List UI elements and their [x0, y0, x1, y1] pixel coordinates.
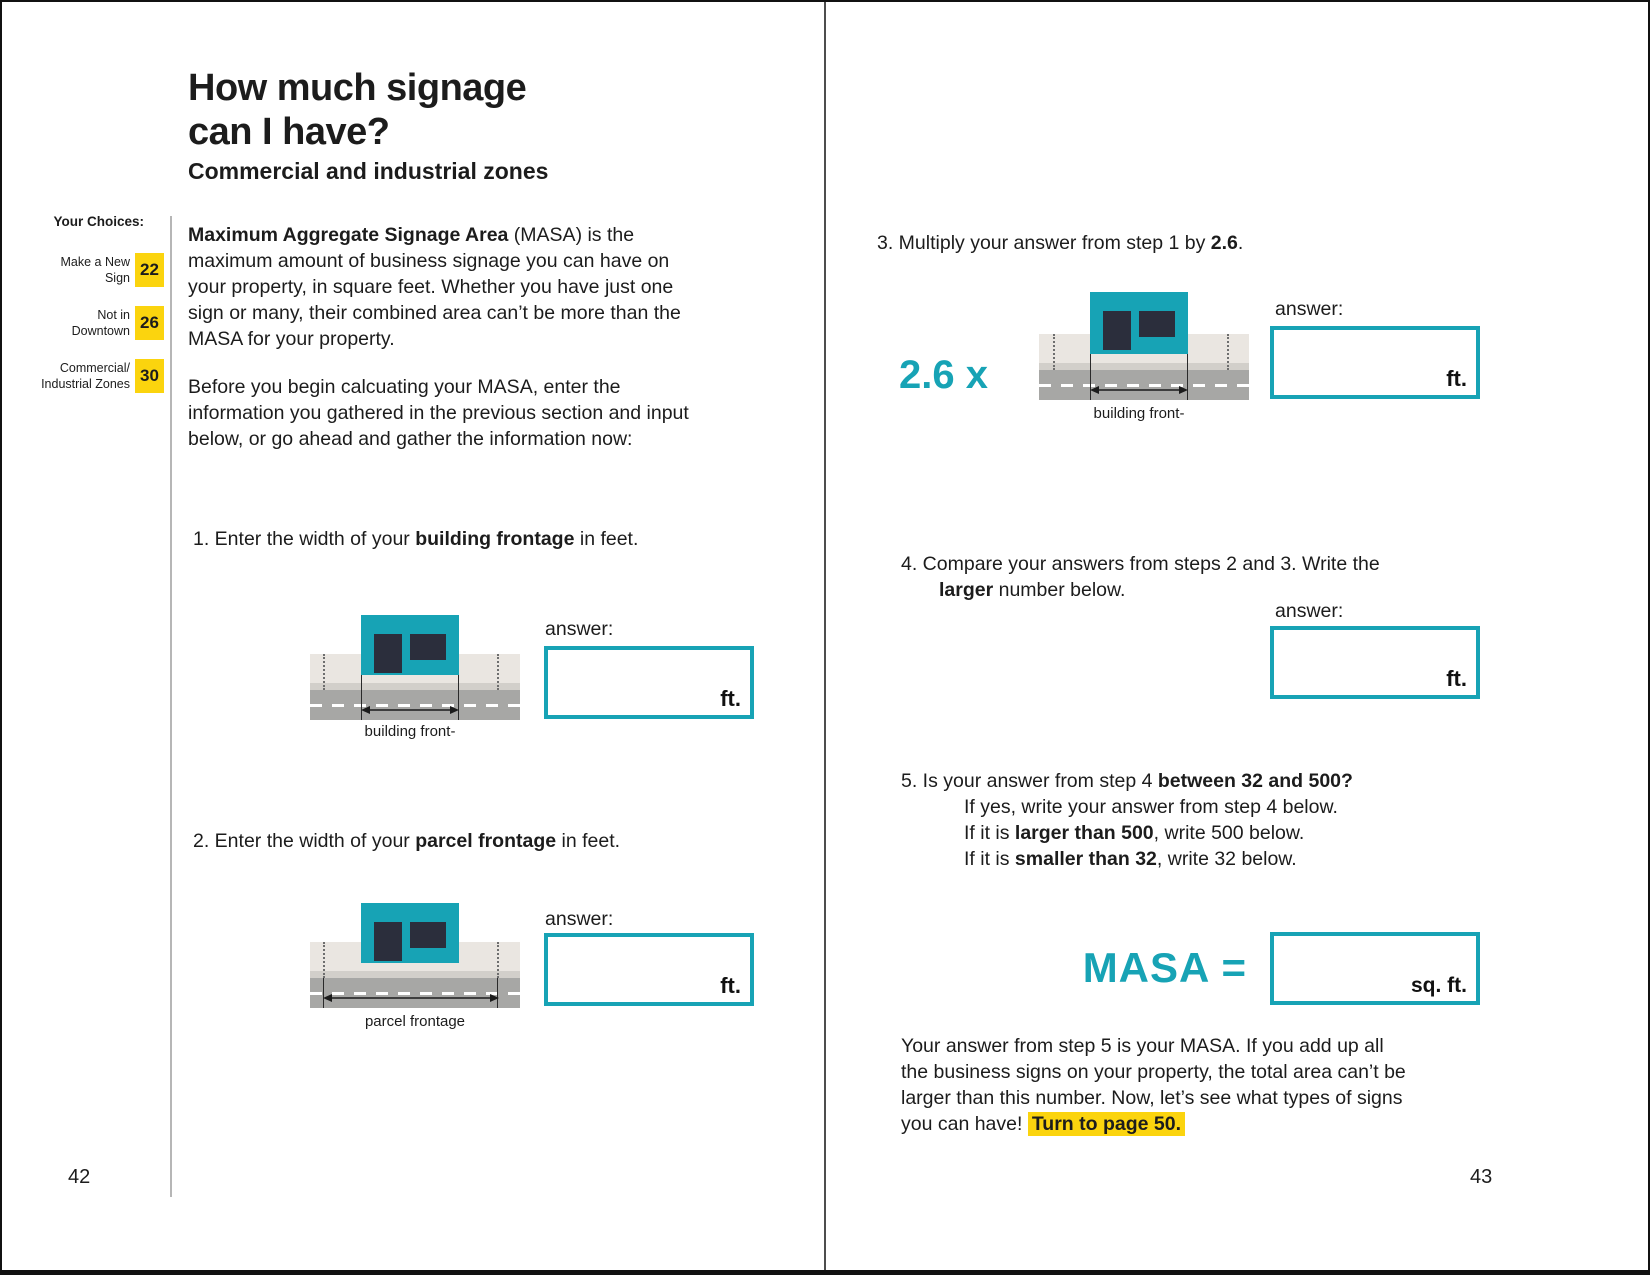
- multiplier-label: 2.6 x: [899, 353, 988, 397]
- parcel-boundary-left: [1053, 334, 1055, 370]
- unit-label: ft.: [720, 973, 741, 998]
- outro-paragraph: Your answer from step 5 is your MASA. If you add up all the business signs on your property, the total area can’t be larger than this number. Now, let’s see what types of signs you can have! Turn to page 50.: [901, 1035, 1406, 1135]
- curb: [310, 683, 520, 690]
- parcel-boundary-left: [323, 942, 325, 978]
- masa-answer-box[interactable]: [1270, 932, 1480, 1005]
- window-icon: [1139, 311, 1175, 337]
- step4-answer-box[interactable]: [1270, 626, 1480, 699]
- sidebar-item-label: Commercial/ Industrial Zones: [41, 361, 130, 391]
- unit-label: ft.: [1446, 666, 1467, 691]
- answer-label: answer:: [545, 908, 614, 930]
- building-icon: [361, 615, 459, 675]
- door-icon: [374, 922, 402, 961]
- parcel-frontage-illustration: [302, 895, 528, 1035]
- step4-heading: 4. Compare your answers from steps 2 and 3. Write the larger number below.: [901, 553, 1380, 601]
- step3-heading: 3. Multiply your answer from step 1 by 2.6.: [877, 232, 1244, 254]
- sidebar-item-commercial-industrial[interactable]: [30, 359, 164, 393]
- parcel-boundary-right: [497, 654, 499, 690]
- step1-answer-box[interactable]: [544, 646, 754, 719]
- answer-label: answer:: [1275, 600, 1344, 622]
- door-icon: [374, 634, 402, 673]
- illustration-caption: building front-: [364, 723, 456, 740]
- step2-answer-box[interactable]: [544, 933, 754, 1006]
- intro-paragraph-2: Before you begin calcuating your MASA, enter the information you gathered in the previous section and input below, or go ahead and gather the information now:: [188, 376, 689, 450]
- page-number-right: 43: [1470, 1166, 1493, 1188]
- curb: [1039, 363, 1249, 370]
- intro-paragraph: Maximum Aggregate Signage Area (MASA) is the maximum amount of business signage you can have on your property, in square feet. Whether you have just one sign or many, their combined area can’t be more than the MASA for your property.: [188, 224, 681, 350]
- sidebar-item-make-new-sign[interactable]: [30, 253, 164, 287]
- dimension-arrow: [323, 992, 499, 1004]
- answer-label: answer:: [545, 618, 614, 640]
- page-tab-30[interactable]: 30: [135, 359, 164, 393]
- parcel-boundary-left: [323, 654, 325, 690]
- step3-answer-box[interactable]: [1270, 326, 1480, 399]
- illustration-caption: parcel frontage: [364, 1013, 466, 1030]
- sidebar-heading: Your Choices:: [53, 214, 144, 229]
- page-subtitle: Commercial and industrial zones: [188, 158, 549, 184]
- curb: [310, 971, 520, 978]
- sidebar-item-label: Make a New Sign: [60, 255, 130, 285]
- step1-heading: 1. Enter the width of your building frontage in feet.: [193, 528, 639, 550]
- masa-equals-label: MASA =: [1082, 944, 1247, 991]
- illustration-caption: building front-: [1093, 405, 1185, 422]
- building-frontage-illustration: [302, 607, 528, 742]
- sidebar-rule: [170, 216, 172, 1197]
- building-icon: [361, 903, 459, 963]
- dimension-arrow: [1090, 384, 1188, 396]
- door-icon: [1103, 311, 1131, 350]
- unit-label: ft.: [720, 686, 741, 711]
- window-icon: [410, 922, 446, 948]
- answer-label: answer:: [1275, 298, 1344, 320]
- step2-heading: 2. Enter the width of your parcel frontage in feet.: [193, 830, 621, 852]
- building-icon: [1090, 292, 1188, 354]
- window-icon: [410, 634, 446, 660]
- turn-to-page-link[interactable]: Turn to page 50.: [1028, 1112, 1185, 1136]
- step5-heading: 5. Is your answer from step 4 between 32 and 500? If yes, write your answer from step 4 below. If it is larger than 500, write 500 below. If it is smaller than 32, write 32 below.: [901, 770, 1353, 870]
- page-tab-26[interactable]: 26: [135, 306, 164, 340]
- page-number-left: 42: [68, 1166, 91, 1188]
- dimension-arrow: [361, 704, 459, 716]
- building-frontage-illustration: [1031, 284, 1257, 429]
- sidebar-item-label: Not in Downtown: [71, 308, 130, 338]
- sidebar-item-not-in-downtown[interactable]: [30, 306, 164, 340]
- page-tab-22[interactable]: 22: [135, 253, 164, 287]
- unit-label: ft.: [1446, 366, 1467, 391]
- page-title: How much signage can I have?: [188, 67, 527, 153]
- parcel-boundary-right: [497, 942, 499, 978]
- parcel-boundary-right: [1227, 334, 1229, 370]
- unit-label: sq. ft.: [1411, 974, 1467, 997]
- page-gutter-divider: [824, 2, 826, 1275]
